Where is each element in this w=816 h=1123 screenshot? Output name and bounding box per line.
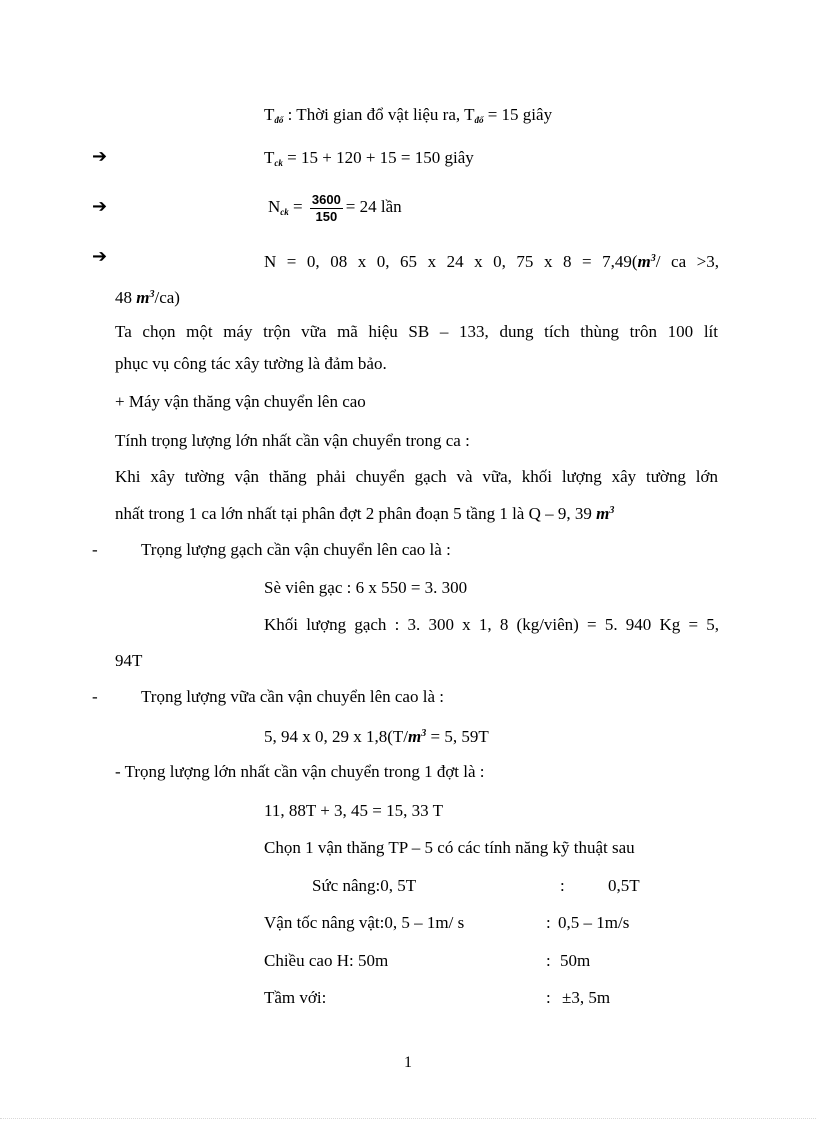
brick-mass-cont: 94T: [115, 651, 143, 670]
spec-value: 0,5T: [608, 876, 640, 895]
text: /ca): [154, 288, 180, 307]
subscript: ck: [280, 207, 289, 217]
fraction-numerator: 3600: [311, 191, 341, 207]
text: nhất trong 1 ca lớn nhất tại phân đợt 2 phân đoạn 5 tầng 1 là Q – 9, 39: [115, 504, 597, 523]
text: T: [264, 105, 275, 124]
text: = 5, 59T: [426, 727, 489, 746]
paragraph-weight: Tính trọng lượng lớn nhất cần vận chuyển trong ca :: [115, 431, 470, 450]
spec-value: ±3, 5m: [562, 988, 611, 1007]
fraction: [310, 192, 343, 225]
bullet-mortar-weight: Trọng lượng vữa cần vận chuyển lên cao là :: [141, 687, 444, 706]
nck-formula: [268, 188, 402, 231]
bullet-dash: -: [92, 687, 98, 706]
unit-m3: $m^3$: [596, 504, 615, 523]
tck-formula: [264, 147, 474, 174]
paragraph-mixer: Ta chọn một máy trộn vữa mã hiệu SB – 133, dung tích thùng trôn 100 lít: [115, 322, 718, 341]
brick-count: Sè viên gạc : 6 x 550 = 3. 300: [264, 578, 468, 597]
paragraph-brick-mortar: Khi xây tường vận thăng phải chuyển gạch và vữa, khối lượng xây tường lớn: [115, 467, 718, 486]
subscript: đổ: [474, 115, 484, 125]
heading-hoist: + Máy vận thăng vận chuyển lên cao: [115, 392, 366, 411]
spec-label: Tầm với:: [264, 988, 327, 1007]
hoist-choice: Chọn 1 vận thăng TP – 5 có các tính năng kỹ thuật sau: [264, 838, 635, 857]
paragraph-mixer-cont: phục vụ công tác xây tường là đảm bảo.: [115, 354, 387, 373]
subscript: ck: [274, 158, 283, 168]
text: 48: [115, 288, 137, 307]
spec-label: Chiều cao H: 50m: [264, 951, 389, 970]
spec-value: 50m: [560, 951, 591, 970]
spec-colon: :: [546, 913, 551, 932]
text: =: [288, 197, 307, 216]
unit-m3: $m^3$: [136, 288, 155, 307]
footer-divider: [0, 1118, 816, 1119]
total-mass: 11, 88T + 3, 45 = 15, 33 T: [264, 801, 443, 820]
arrow-icon: ➔: [92, 196, 108, 217]
subscript: đổ: [274, 115, 284, 125]
bullet-dash: -: [92, 540, 98, 559]
spec-value: 0,5 – 1m/s: [558, 913, 630, 932]
text: / ca >3,: [655, 252, 719, 271]
text: N = 0, 08 x 0, 65 x 24 x 0, 75 x 8 = 7,49(: [264, 252, 638, 271]
n-formula-cont: [115, 284, 180, 309]
page-number: 1: [404, 1054, 412, 1071]
unit-m3: $m^3$: [408, 727, 427, 746]
spec-label: Sức nâng:0, 5T: [312, 876, 417, 895]
arrow-icon: ➔: [92, 146, 108, 167]
fraction-denominator: 150: [315, 208, 338, 224]
text: = 15 + 120 + 15 = 150 giây: [282, 148, 474, 167]
bullet-brick-weight: Trọng lượng gạch cần vận chuyển lên cao là :: [141, 540, 451, 559]
mortar-mass: [264, 723, 489, 748]
paragraph-brick-mortar-cont: [115, 500, 614, 525]
text: N: [268, 197, 281, 216]
spec-colon: :: [546, 988, 551, 1007]
text: = 15 giây: [483, 105, 553, 124]
text: 5, 94 x 0, 29 x 1,8(T/: [264, 727, 409, 746]
bullet-max-weight: - Trọng lượng lớn nhất cần vận chuyển trong 1 đợt là :: [115, 762, 485, 781]
unit-m3: $m^3$: [637, 252, 656, 271]
spec-colon: :: [560, 876, 565, 895]
n-formula: [264, 248, 719, 273]
spec-colon: :: [546, 951, 551, 970]
text: T: [264, 148, 275, 167]
arrow-icon: ➔: [92, 246, 108, 267]
text: = 24 lần: [345, 197, 402, 216]
spec-label: Vận tốc nâng vật:0, 5 – 1m/ s: [264, 913, 465, 932]
brick-mass: Khối lượng gạch : 3. 300 x 1, 8 (kg/viên) = 5. 940 Kg = 5,: [264, 615, 719, 634]
tdo-definition: [264, 104, 552, 131]
text: : Thời gian đổ vật liệu ra, T: [283, 105, 475, 124]
